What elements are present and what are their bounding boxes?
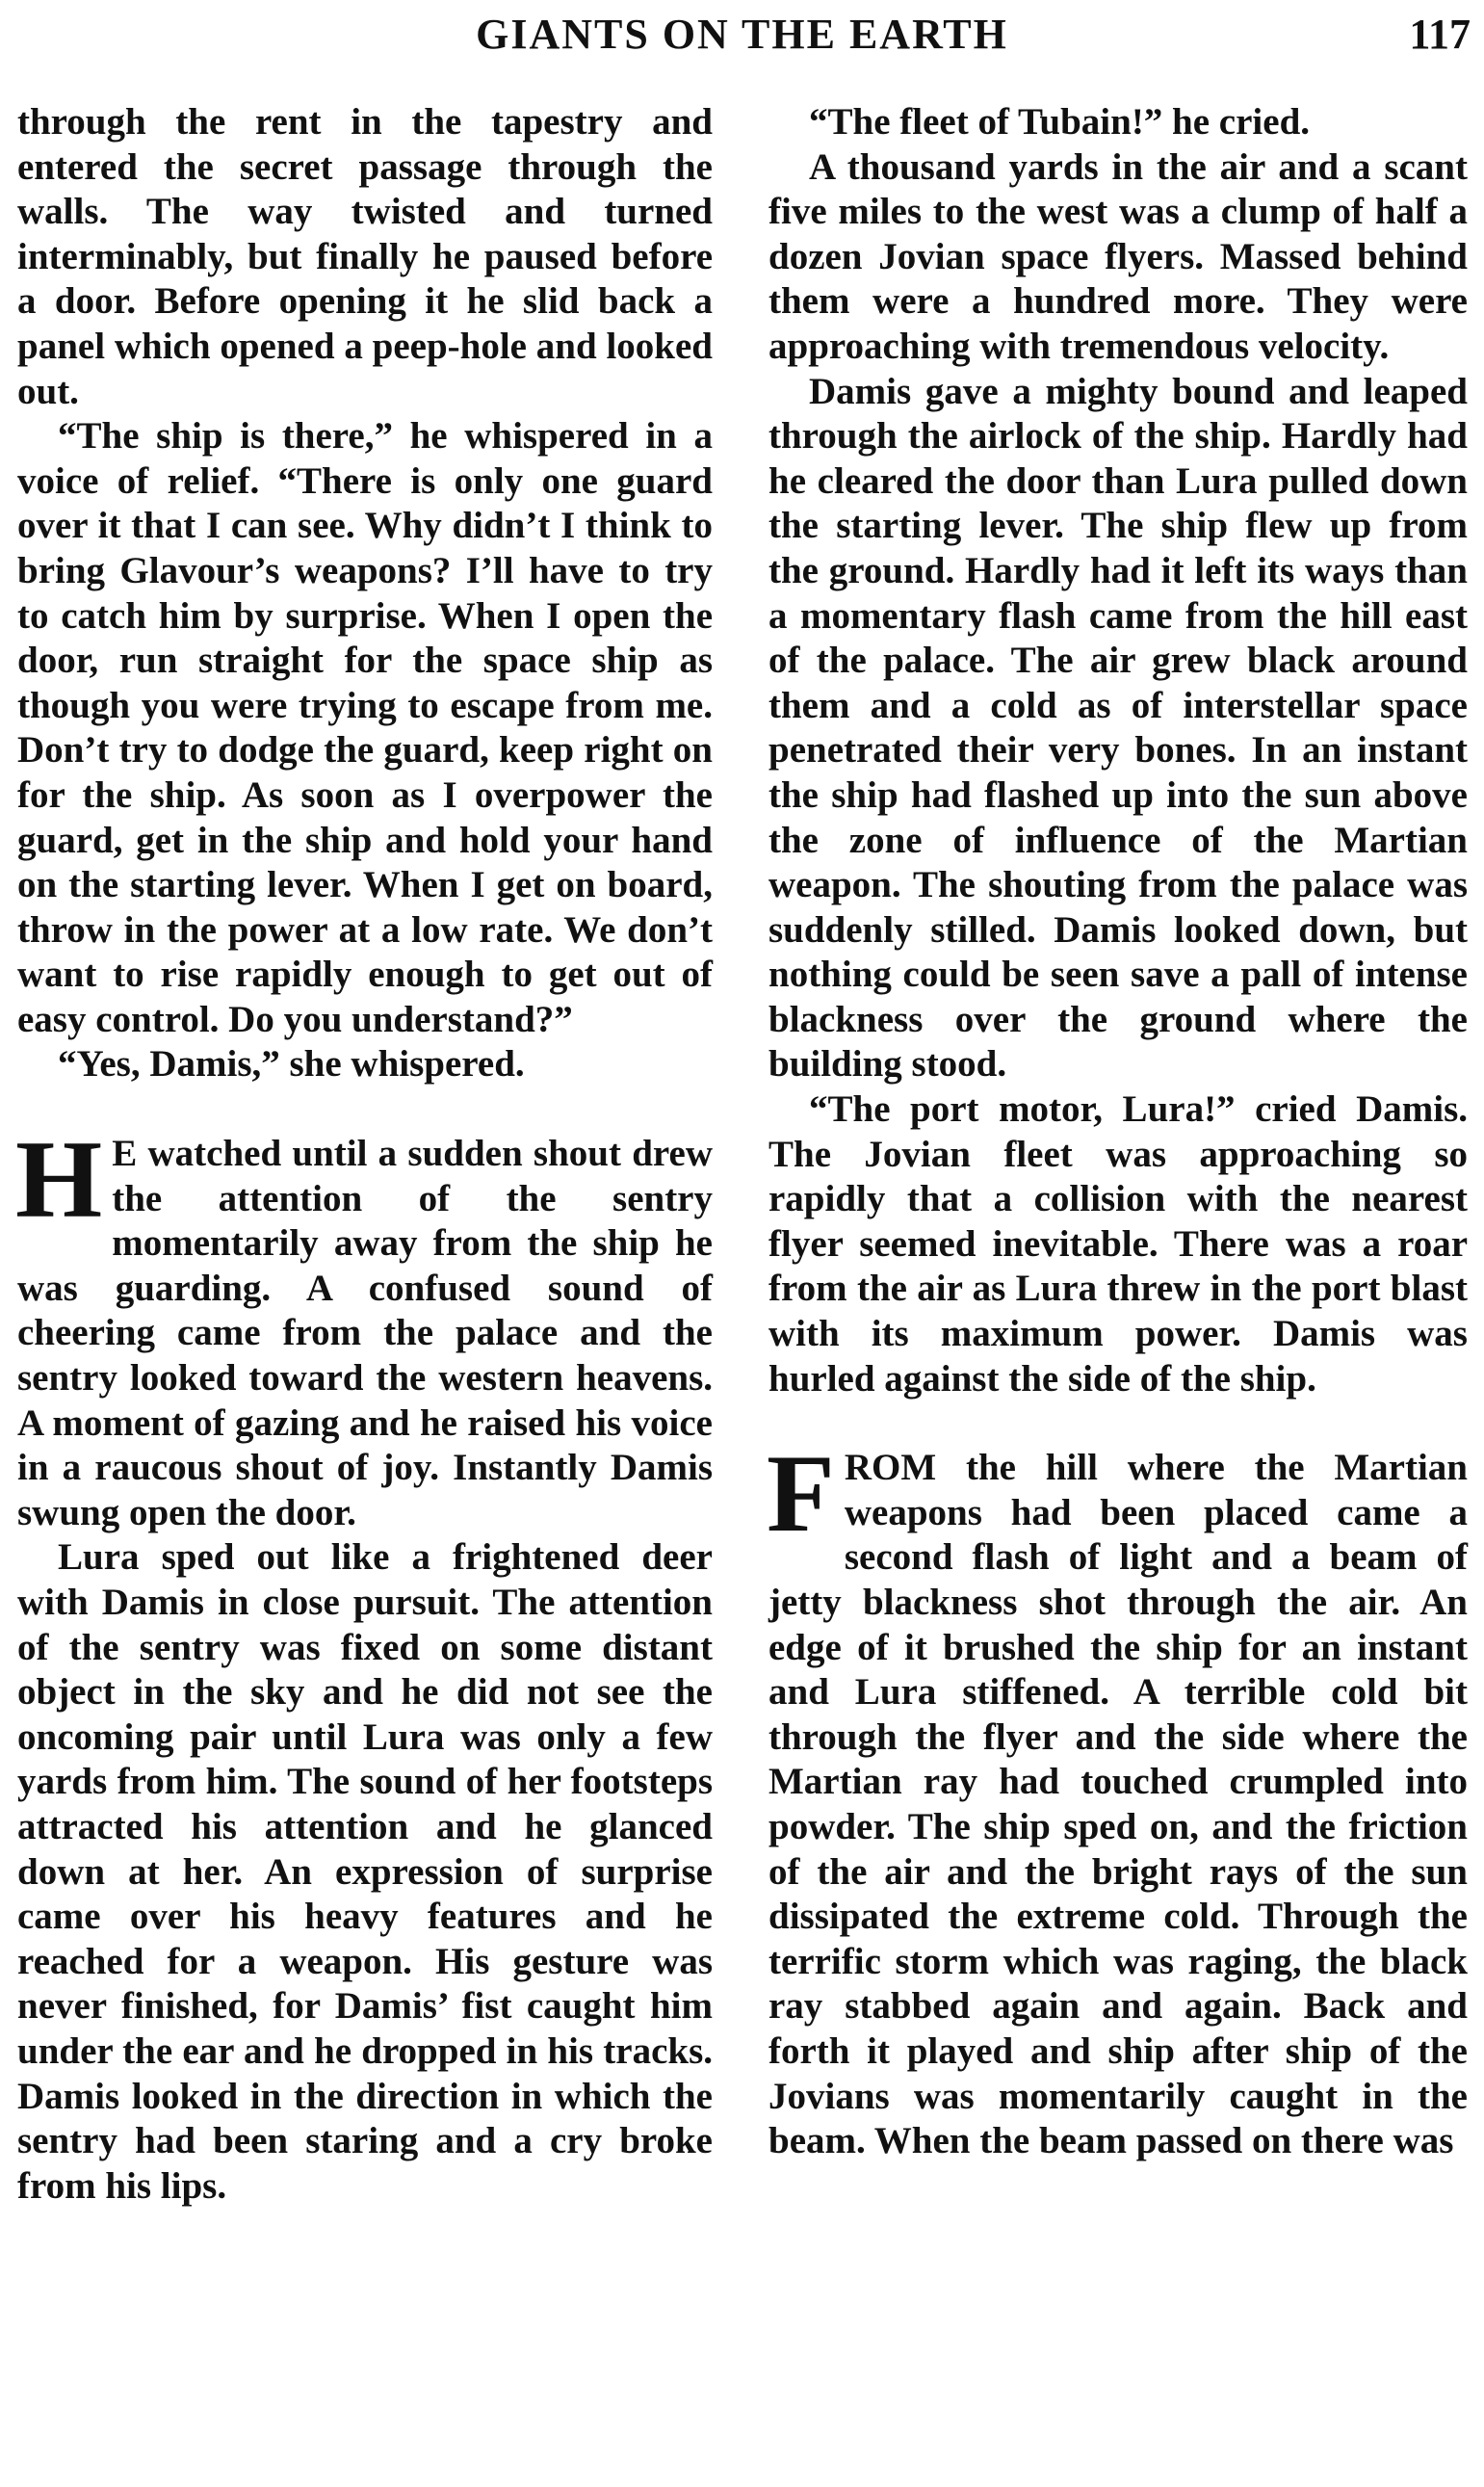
paragraph: A thousand yards in the air and a scant five miles to the west was a clump of half a dozen Jovian space flyers. Massed behind them were a hundred more. They were approaching with tremendous velocity. [768,145,1468,367]
paragraph: “Yes, Damis,” she whispered. [58,1043,525,1086]
paragraph: Lura sped out like a frightened deer with Damis in close pursuit. The attention of the sentry was fixed on some distant object in the sky and he did not see the oncoming pair until Lura was only a few yards from him. The sound of her footsteps attracted his attention and he glanced down at her. An expression of surprise came over his heavy features and he reached for a weapon. His gesture was never finished, for Damis’ fist caught him under the ear and he dropped in his tracks. Damis looked in the direction in which the sentry had been staring and a cry broke from his lips. [17,1536,713,2207]
section-break [17,1087,713,1132]
paragraph-text: E watched until a sudden shout drew the attention of the sentry momentarily away from the ship he was guarding. A confused sound of cheering came from the palace and the sentry looked toward the western heavens. A moment of gazing and he raised his voice in a raucous shout of joy. Instantly Damis swung open the door. [17,1133,713,1533]
dropcap-paragraph [767,1432,1468,2164]
paragraph: “The fleet of Tubain!” he cried. [809,101,1311,143]
paragraph: “The port motor, Lura!” cried Damis. The Jovian fleet was approaching so rapidly that a collision with the nearest flyer seemed inevitable. There was a roar from the air as Lura threw in the port blast with its maximum power. Damis was hurled against the side of the ship. [768,1088,1468,1400]
page-number: 117 [1409,11,1471,58]
section-break [768,1401,1468,1446]
drop-cap-letter: F [767,1432,835,1557]
paragraph-text: ROM the hill where the Martian weapons had been placed came a second flash of light and a beam of jetty blackness shot through the air. An edge of it brushed the ship for an instant and Lura stiffened. A terrible cold bit through the flyer and the side where the Martian ray had touched crumpled into powder. The ship sped on, and the friction of the air and the bright rays of the sun dissipated the extreme cold. Through the terrific storm which was raging, the black ray stabbed again and again. Back and forth it played and ship after ship of the Jovians was momentarily caught in the beam. When the beam passed on there was [768,1447,1468,2162]
page-header [0,0,1484,79]
paragraph: through the rent in the tapestry and entered the secret passage through the walls. The way twisted and turned interminably, but finally he paused before a door. Before opening it he slid back a panel which opened a peep-hole and looked out. [17,101,713,412]
drop-cap-letter: H [15,1118,103,1243]
paragraph: “The ship is there,” he whispered in a voice of relief. “There is only one guard over it that I can see. Why didn’t I think to bring Glavour’s weapons? I’ll have to try to catch him by surprise. When I open the door, run straight for the space ship as though you were trying to escape from me. Don’t try to dodge the guard, keep right on for the ship. As soon as I overpower the guard, get in the ship and hold your hand on the starting lever. When I get on board, throw in the power at a low rate. We don’t want to rise rapidly enough to get out of easy control. Do you understand?” [17,415,713,1040]
running-title: GIANTS ON THE EARTH [476,11,1008,58]
paragraph: Damis gave a mighty bound and leaped through the airlock of the ship. Hardly had he cleared the door than Lura pulled down the starting lever. The ship flew up from the ground. Hardly had it left its ways than a momentary flash came from the hill east of the palace. The air grew black around them and a cold as of interstellar space penetrated their very bones. In an instant the ship had flashed up into the sun above the zone of influence of the Martian weapon. The shouting from the palace was suddenly stilled. Damis looked down, but nothing could be seen save a pall of intense blackness over the ground where the building stood. [768,370,1468,1086]
dropcap-paragraph [15,1118,713,1535]
left-column [17,100,713,2209]
right-column [768,100,1468,2164]
